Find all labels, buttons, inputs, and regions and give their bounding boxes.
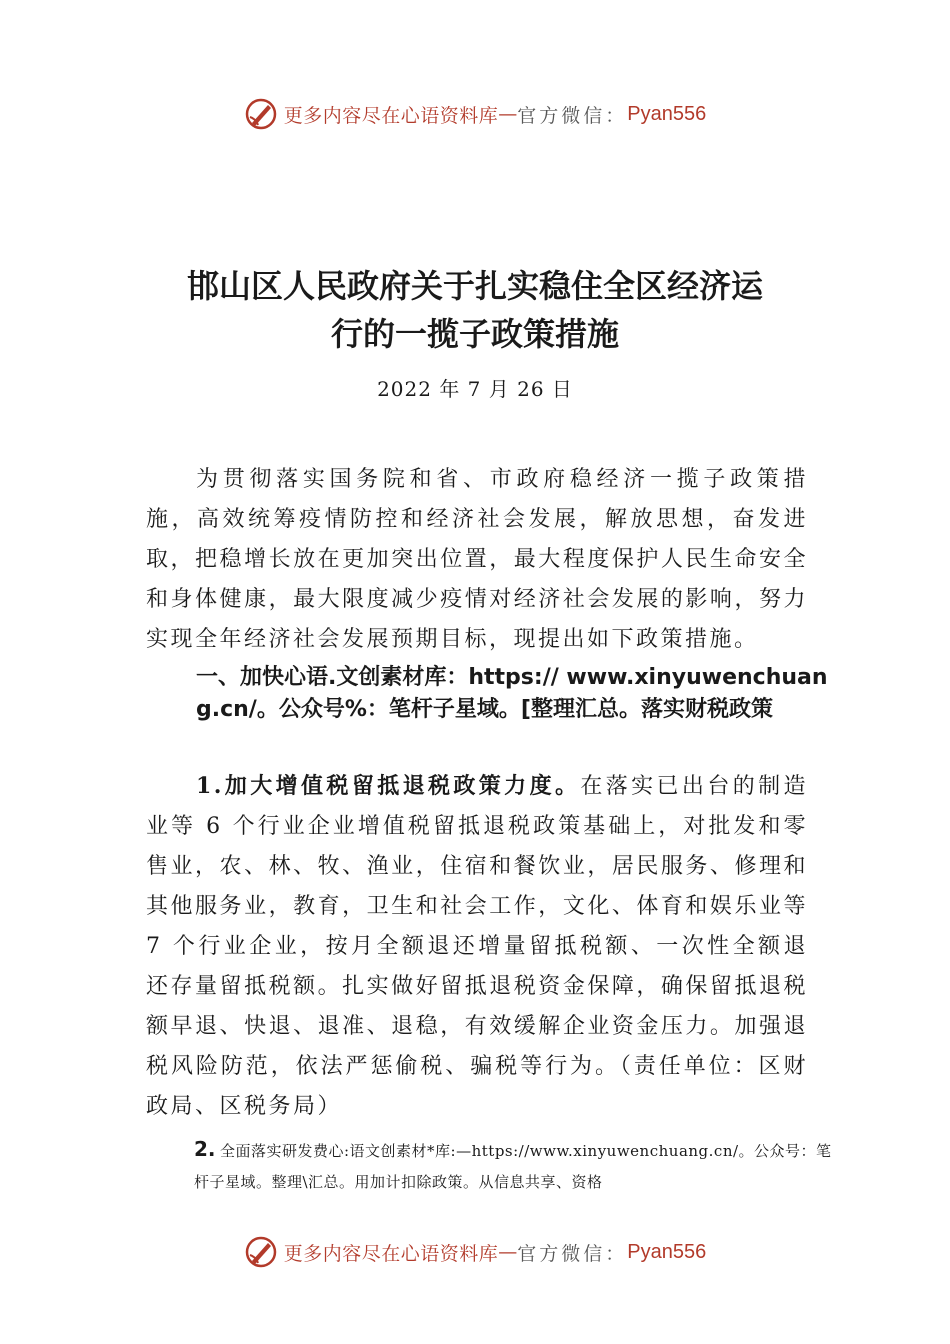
item-2-text: 全面落实研发费心:语文创素材*库:—https://www.xinyuwenchuang.cn/。公众号：笔杆子星域。整理\汇总。用加计扣除政策。从信息共享、资格 xyxy=(194,1142,832,1191)
banner-wechat-label: 官方微信： xyxy=(517,104,628,127)
banner-wechat-label: 官方微信： xyxy=(517,1242,628,1265)
header-banner xyxy=(0,94,950,134)
item-1-lead: 1.加大增值税留抵退税政策力度。 xyxy=(196,773,581,799)
footer-banner xyxy=(0,1232,950,1272)
document-title xyxy=(150,262,800,358)
banner-brand: 更多内容尽在心语资料库 xyxy=(283,104,499,127)
section-heading-1: 一、加快心语.文创素材库：https:// www.xinyuwenchuang.cn/。公众号%：笔杆子星域。[整理汇总。落实财税政策 xyxy=(196,665,828,722)
intro-paragraph: 为贯彻落实国务院和省、市政府稳经济一揽子政策措施，高效统筹疫情防控和经济社会发展，解放思想，奋发进取，把稳增长放在更加突出位置，最大程度保护人民生命安全和身体健康，最大限度减少疫情对经济社会发展的影响，努力实现全年经济社会发展预期目标，现提出如下政策措施。 xyxy=(146,467,808,652)
title-line-1: 邯山区人民政府关于扎实稳住全区经济运 xyxy=(186,267,763,305)
pen-logo-icon xyxy=(244,1235,278,1269)
item-2-number: 2. xyxy=(194,1137,216,1161)
banner-wechat-id: Pyan556 xyxy=(627,1240,707,1263)
item-1-paragraph xyxy=(146,766,808,1127)
banner-dash: — xyxy=(498,1241,518,1263)
banner-dash: — xyxy=(498,103,518,125)
document-date: 2022 年 7 月 26 日 xyxy=(377,377,573,401)
pen-logo-icon xyxy=(244,97,278,131)
banner-wechat-id: Pyan556 xyxy=(627,102,707,125)
item-2-paragraph xyxy=(194,1134,838,1198)
title-line-2: 行的一揽子政策措施 xyxy=(330,315,619,353)
banner-brand: 更多内容尽在心语资料库 xyxy=(283,1242,499,1265)
item-1-body: 在落实已出台的制造业等 6 个行业企业增值税留抵退税政策基础上，对批发和零售业，农、林、牧、渔业，住宿和餐饮业，居民服务、修理和其他服务业，教育，卫生和社会工作，文化、体育和娱乐业等 7 个行业企业，按月全额退还增量留抵税额、一次性全额退还存量留抵税额。扎实做好留抵退税资金保障，确保留抵退税额早退、快退、退准、退稳，有效缓解企业资金压力。加强退税风险防范，依法严惩偷税、骗税等行为。（责任单位：区财政局、区税务局） xyxy=(146,774,808,1119)
